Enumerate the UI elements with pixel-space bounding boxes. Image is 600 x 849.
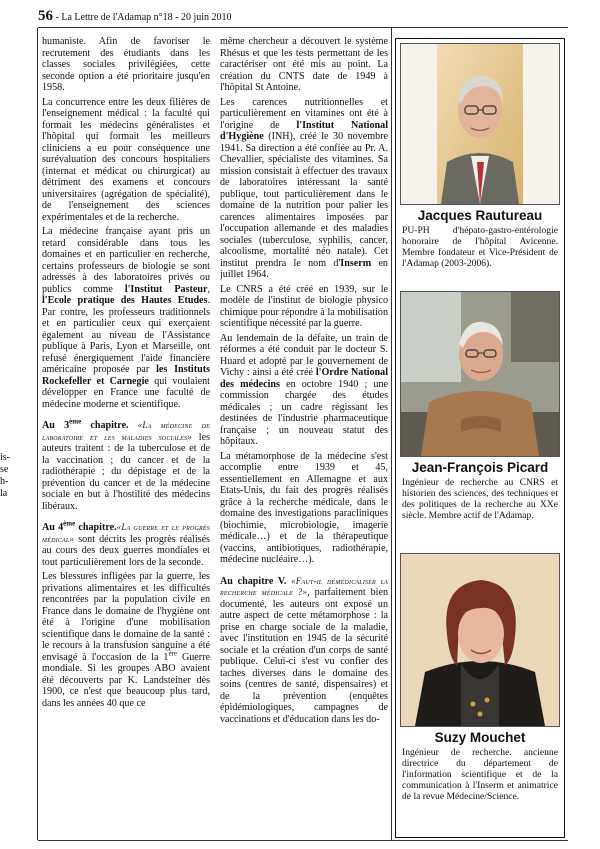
text-run: (INH), créé le 30 novembre 1941. Sa direction a été confiée au Pr. A. Chevallier, spécialiste des vitamines. Sa mission consistait à effectuer des travaux de laboratoires intéressant la santé publique, tout particulièrement dans le domaine de la nutrition pour palier les carences alimentaires imposées par l'occupation allemande et des maladies sociales (tuberculose, syphilis, cancer, alcoolisme, mortalité néo natale). Cet institut prendra le nom d' <box>220 131 388 269</box>
column-rule-left <box>37 28 38 840</box>
text-run: , <box>207 283 210 295</box>
portrait-illustration <box>401 554 559 726</box>
paragraph: La concurrence entre les deux filières de l'enseignement médical : la faculté qui formait les médecins généralistes et l'hôpital qui formait les meilleurs cliniciens a eu pour conséquence une surévaluation des concours hospitaliers (internat et médicat ou chirurgicat) au détriment des examens et concours universitaires (agrégation de spécialité), de l'enseignement des sciences expérimentales et de la recherche. <box>42 96 210 223</box>
author-photo-rautureau <box>400 43 560 205</box>
text-run: , parfaitement bien documenté, les auteurs ont exposé un autre aspect de cette métamorphose : la prise en charge sociale de la maladie, avec l'institution en 1945 de la sécurité sociale et la création d'un corps de santé publique. Celui-ci s'est vu confier des taches diverses dans le domaine des soins (centres de santé, dispensaires) et de la prévention (enquêtes épidémiologiques, campagnes de vaccinations et d'éducation dans les do- <box>220 587 388 725</box>
chapter-5-paragraph <box>220 576 388 726</box>
chapter-label: Au 3 <box>42 420 70 431</box>
author-bio: Ingénieur de recherche. ancienne directrice du département de l'information scientifique et de la communication à l'Inserm et animatrice de la revue Médecine/Science. <box>402 747 558 802</box>
author-bio: Ingénieur de recherche au CNRS et historien des sciences, des techniques et des politiques de la recherche au XXe siècle. Membre actif de l'Adamap. <box>402 477 558 521</box>
text-run: sont décrits les progrès réalisés au cours des deux guerres mondiales et tout particulièrement lors de la seconde. <box>42 533 210 568</box>
chapter-label: chapitre. <box>75 522 117 533</box>
text-run: Au lendemain de la défaite, un train de réformes a été conduit par le docteur S. Huard et adopté par le gouvernement de Vichy : ainsi a été créé <box>220 332 388 378</box>
fragment-line: la <box>0 488 8 499</box>
publication-title: La Lettre de l'Adamap n°18 - 20 juin 2010 <box>61 12 232 23</box>
author-photo-picard <box>400 291 560 457</box>
paragraph: même chercheur a découvert le système Rhésus et que les tests permettant de les caractériser ont été mis au point. La création du CNTS date de 1949 à l'hôpital St Antoine. <box>220 36 388 93</box>
institution-name: l'Ordre National des médecins <box>220 367 388 390</box>
chapter-title: «La guerre et le progrès médical» <box>42 522 210 544</box>
text-run: en juillet 1964. <box>220 257 388 280</box>
column-rule-right <box>391 28 392 840</box>
paragraph <box>220 333 388 448</box>
article-column-1 <box>42 36 210 834</box>
institution-name: les Instituts Rockefeller et Carnegie <box>42 364 210 387</box>
chapter-3-paragraph <box>42 417 210 512</box>
header-rule <box>38 27 568 28</box>
chapter-label: chapitre. <box>81 420 129 431</box>
text-run: les auteurs traitent : de la tuberculose et de la vaccination ; du cancer et de la radiothérapie ; du dépistage et de la prévention du cancer et de la médecine sociale en but à l'hostilité des médecins libéraux. <box>42 431 210 512</box>
author-name: Jean-François Picard <box>411 460 549 475</box>
ordinal-suffix: ème <box>69 417 82 426</box>
paragraph: Le CNRS a été créé en 1939, sur le modèle de l'institut de biologie physico chimique pour répondre à la mobilisation scientifique nécessité par la guerre. <box>220 283 388 329</box>
authors-sidebar <box>395 38 565 838</box>
text-run: . Par contre, les professeurs traditionnels et en particulier ceux qui exerçaient également au niveau de l'Assistance publique à Paris, Lyon et Marseille, ont refusé énergiquement l'aide financière américaine proposée par <box>42 295 210 375</box>
paragraph <box>42 571 210 709</box>
text-run: en octobre 1940 ; une commission chargée des études médicales ; un cadre régissant les destinées de l'industrie pharmaceutique française ; un nouveau statut des hôpitaux. <box>220 378 388 447</box>
institution-name: Inserm <box>340 257 372 269</box>
page-number: 56 <box>38 8 53 24</box>
ordinal-suffix: ème <box>63 519 76 528</box>
previous-page-fragment <box>0 452 14 500</box>
paragraph <box>42 226 210 410</box>
author-name: Jacques Rautureau <box>417 208 543 223</box>
fragment-line: se <box>0 464 9 475</box>
chapter-4-paragraph <box>42 519 210 568</box>
fragment-line: h- <box>0 476 9 487</box>
paragraph <box>220 97 388 281</box>
portrait-illustration <box>401 44 559 204</box>
page-header <box>38 10 568 24</box>
chapter-label: Au 4 <box>42 522 64 533</box>
institution-name: l'Ecole pratique des Hautes Etudes <box>42 295 208 306</box>
author-name: Suzy Mouchet <box>434 730 526 745</box>
ordinal-suffix: ère <box>168 649 177 658</box>
header-dash: - <box>53 12 62 23</box>
text-run: La médecine française ayant pris un retard considérable dans tous les domaines et en particulier en recherche, certains professeurs de biologie se sont adressés à des laboratoires privés ou publics comme <box>42 226 210 295</box>
portrait-illustration <box>401 292 559 456</box>
text-run: qui voulaient développer en France une faculté de médecine moderne et scientifique. <box>42 375 210 410</box>
chapter-label: Au chapitre V. <box>220 575 287 587</box>
chapter-title: «Faut-il démédicaliser la recherche médicale ?» <box>220 575 388 597</box>
paragraph: humaniste. Afin de favoriser le recrutement des étudiants dans les classes sociales privilégiées, cette seconde option a été prioritaire jusqu'en 1958. <box>42 36 210 93</box>
fragment-line: is- <box>0 452 10 463</box>
institution-name: l'Institut National d'Hygiène <box>220 119 388 142</box>
author-bio: PU-PH d'hépato-gastro-entérologie honoraire de l'hôpital Avicenne. Membre fondateur et Vice-Président de l'Adamap (2003-2006). <box>402 225 558 269</box>
footer-rule <box>38 840 568 841</box>
text-run: Guerre mondiale. Si les groupes ABO avaient été découverts par K. Landsteiner dès 1900, ce n'est que beaucoup plus tard, dans les années 40 que ce <box>42 651 210 709</box>
institution-name: l'Institut Pasteur <box>124 283 208 295</box>
chapter-title: «La médecine de laboratoire et les maladies sociales» <box>42 420 210 442</box>
text-run: Les carences nutritionnelles et particulièrement en vitamines ont été à l'origine de <box>220 96 388 131</box>
paragraph: La métamorphose de la médecine s'est accomplie entre 1939 et 45, essentiellement en Allemagne et aux Etats-Unis, du fait des progrès réalisés grâce à la recherche médicale, dans le domaine des investigations paracliniques (biochimie, microbiologie, imagerie médicale…) et de la thérapeutique (vaccins, antibiotiques, radiothérapie, médecine nucléaire…). <box>220 450 388 565</box>
author-photo-mouchet <box>400 553 560 727</box>
article-column-2 <box>220 36 388 834</box>
text-run: Les blessures infligées par la guerre, les privations alimentaires et les difficultés rencontrées par la population civile en France dans le domaine de l'hygiène ont été à l'origine d'une mobilisation scientifique dans le domaine de la santé : le recours à la transfusion sanguine a été envisagé à l'occasion de la 1 <box>42 571 210 663</box>
